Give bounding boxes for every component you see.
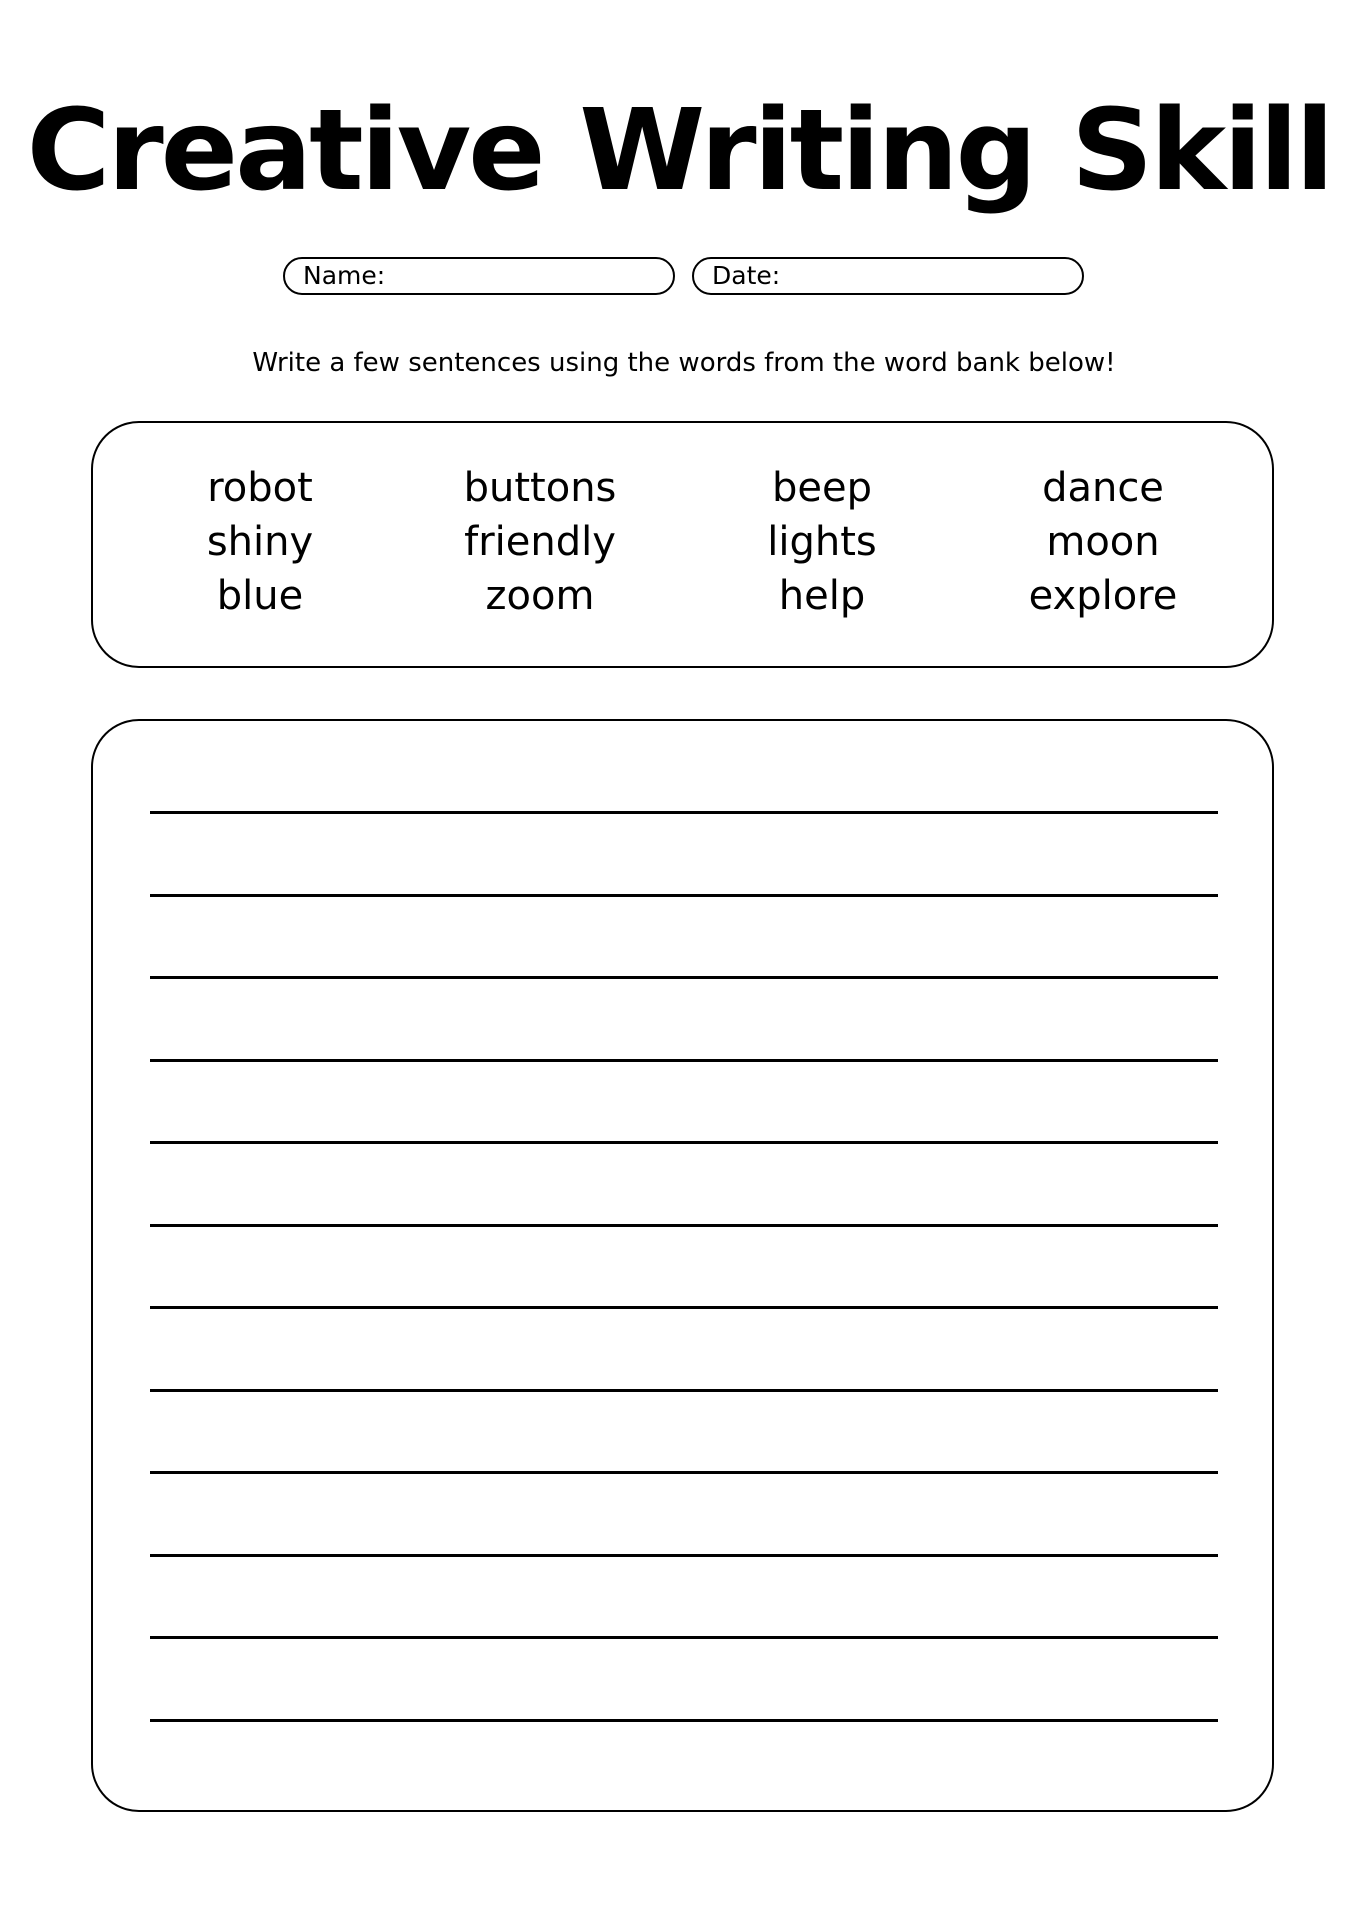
word-bank-word: moon [1046, 519, 1160, 565]
writing-line[interactable] [150, 1141, 1218, 1144]
writing-line[interactable] [150, 1719, 1218, 1722]
writing-line[interactable] [150, 1636, 1218, 1639]
writing-area[interactable] [91, 719, 1274, 1812]
writing-line[interactable] [150, 894, 1218, 897]
date-label: Date: [712, 261, 781, 290]
writing-line[interactable] [150, 1471, 1218, 1474]
word-bank-word: help [778, 573, 866, 619]
word-bank-column [682, 461, 962, 623]
word-bank-word: friendly [464, 519, 616, 565]
date-field[interactable] [692, 257, 1084, 295]
instruction-text: Write a few sentences using the words from the word bank below! [252, 348, 1116, 378]
word-bank-word: zoom [485, 573, 595, 619]
worksheet-title: Creative Writing Skill [26, 86, 1332, 216]
word-bank-column [120, 461, 400, 623]
word-bank-word: shiny [206, 519, 314, 565]
word-bank-column [963, 461, 1243, 623]
writing-line[interactable] [150, 1306, 1218, 1309]
name-field[interactable] [283, 257, 675, 295]
writing-line[interactable] [150, 1224, 1218, 1227]
writing-line[interactable] [150, 1059, 1218, 1062]
name-label: Name: [303, 261, 386, 290]
word-bank-word: explore [1028, 573, 1178, 619]
word-bank-word: lights [767, 519, 877, 565]
word-bank-column [400, 461, 680, 623]
word-bank-word: dance [1042, 465, 1164, 511]
writing-line[interactable] [150, 1389, 1218, 1392]
word-bank-word: buttons [463, 465, 617, 511]
word-bank-word: robot [207, 465, 313, 511]
writing-line[interactable] [150, 976, 1218, 979]
writing-line[interactable] [150, 811, 1218, 814]
word-bank-word: beep [772, 465, 872, 511]
word-bank [91, 421, 1274, 668]
word-bank-word: blue [216, 573, 304, 619]
writing-line[interactable] [150, 1554, 1218, 1557]
